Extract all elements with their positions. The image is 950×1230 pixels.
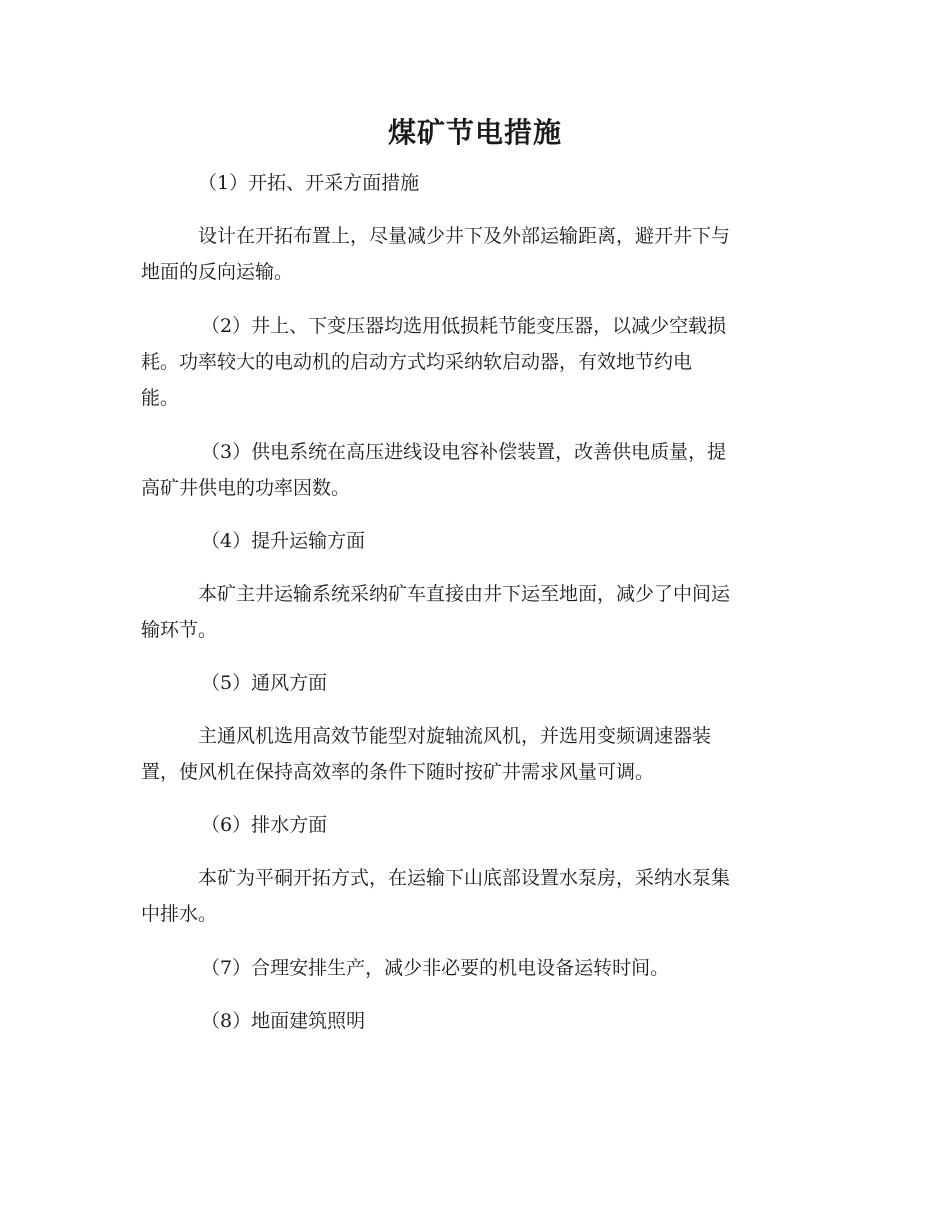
paragraph-10 (141, 860, 806, 932)
paragraph-line: 输环节。 (141, 619, 218, 641)
paragraph-line: 本矿主井运输系统采纳矿车直接由井下运至地面，减少了中间运 (198, 583, 731, 605)
paragraph-9 (141, 807, 806, 843)
paragraph-line: （5）通风方面 (201, 672, 328, 694)
paragraph-line: 置，使风机在保持高效率的条件下随时按矿井需求风量可调。 (141, 761, 655, 783)
paragraph-line: （4）提升运输方面 (201, 530, 366, 552)
paragraph-5 (141, 523, 806, 559)
paragraph-1 (141, 165, 806, 201)
paragraph-line: 能。 (141, 387, 180, 409)
paragraph-line: 本矿为平硐开拓方式，在运输下山底部设置水泵房，采纳水泵集 (198, 867, 731, 889)
paragraph-4 (141, 434, 806, 506)
paragraph-8 (141, 718, 806, 790)
paragraph-line: （8）地面建筑照明 (201, 1010, 366, 1032)
paragraph-line: （1）开拓、开采方面措施 (198, 172, 420, 194)
paragraph-6 (141, 576, 806, 648)
paragraph-line: 设计在开拓布置上，尽量减少井下及外部运输距离，避开井下与 (198, 225, 731, 247)
paragraph-line: （6）排水方面 (201, 814, 328, 836)
paragraph-line: （2）井上、下变压器均选用低损耗节能变压器，以减少空载损 (201, 315, 727, 337)
paragraph-line: 耗。功率较大的电动机的启动方式均采纳软启动器，有效地节约电 (141, 351, 693, 373)
paragraph-line: （7）合理安排生产，减少非必要的机电设备运转时间。 (201, 957, 670, 979)
paragraph-line: 地面的反向运输。 (141, 261, 294, 283)
paragraph-line: 中排水。 (141, 903, 218, 925)
page-title: 煤矿节电措施 (387, 116, 562, 149)
paragraph-2 (141, 218, 806, 290)
paragraph-line: 高矿井供电的功率因数。 (141, 477, 351, 499)
paragraph-12 (141, 1003, 806, 1039)
paragraph-7 (141, 665, 806, 701)
paragraph-line: （3）供电系统在高压进线设电容补偿装置，改善供电质量，提 (201, 441, 727, 463)
paragraph-line: 主通风机选用高效节能型对旋轴流风机，并选用变频调速器装 (198, 725, 712, 747)
paragraph-3 (141, 308, 806, 416)
paragraph-11 (141, 950, 806, 986)
